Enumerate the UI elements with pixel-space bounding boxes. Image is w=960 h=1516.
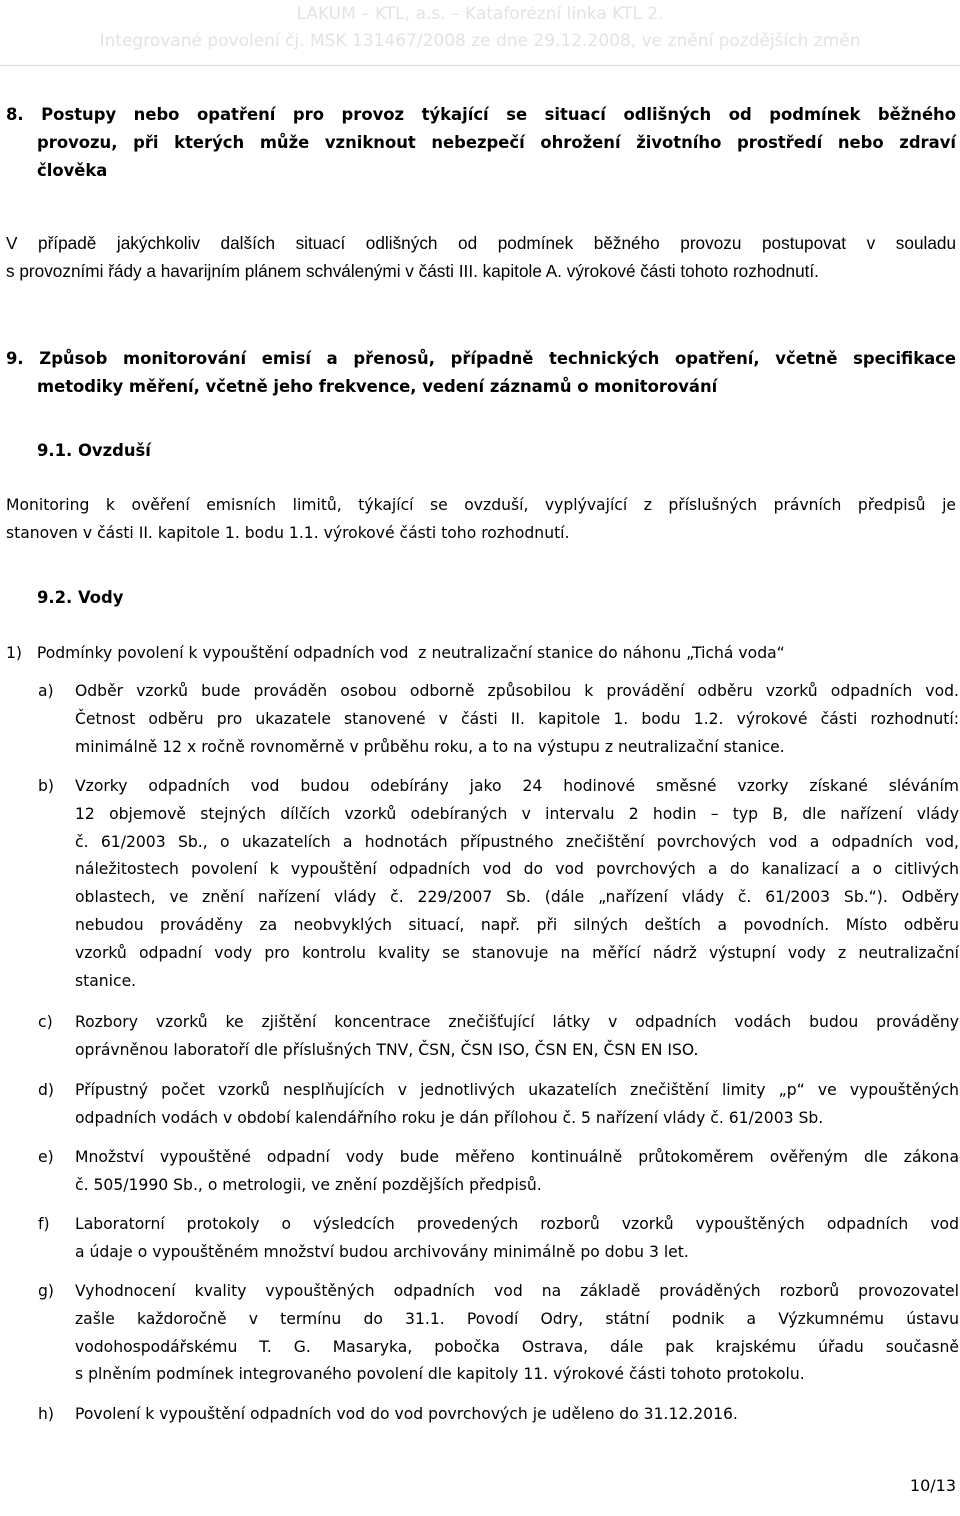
header-divider (0, 65, 960, 66)
page-number: 10/13 (909, 1476, 956, 1495)
list-item-label: h) (38, 1405, 54, 1423)
list-item-label: a) (38, 682, 54, 700)
document-header-title: LAKUM – KTL, a.s. – Kataforézní linka KTL 2. (296, 4, 664, 24)
list-item-label: d) (38, 1081, 54, 1099)
document-header-permit: Integrované povolení čj. MSK 131467/2008 ze dne 29.12.2008, ve znění pozdějších změn (99, 31, 861, 51)
section-9-1-title: 9.1. Ovzduší (37, 441, 151, 460)
list-item-label: b) (38, 777, 54, 795)
list-item-label: c) (38, 1013, 53, 1031)
section-9-2-title: 9.2. Vody (37, 588, 124, 607)
section-8-heading: 8. Postupy nebo opatření pro provoz týkající se situací odlišných od podmínek běžného provozu, při kterých může vzniknout nebezpečí ohrožení životního prostředí nebo zdraví člověka (6, 105, 956, 180)
section-9-1-body: Monitoring k ověření emisních limitů, týkající se ovzduší, vyplývající z příslušných právních předpisů je stanoven v části II. kapitole 1. bodu 1.1. výrokové části toho rozhodnutí. (6, 496, 956, 542)
section-9-heading: 9. Způsob monitorování emisí a přenosů, případně technických opatření, včetně specifikace metodiky měření, včetně jeho frekvence, vedení záznamů o monitorování (6, 349, 956, 396)
list-item-label: f) (38, 1215, 50, 1233)
water-discharge-conditions-item: 1) Podmínky povolení k vypouštění odpadních vod z neutralizační stanice do náhonu „Tichá voda“ (6, 644, 785, 662)
section-8-body: V případě jakýchkoliv dalších situací odlišných od podmínek běžného provozu postupovat v souladu s provozními řády a havarijním plánem schválenými v části III. kapitole A. výrokové části tohoto rozhodnutí. (6, 233, 956, 281)
list-item-label: e) (38, 1148, 54, 1166)
list-item-label: g) (38, 1282, 54, 1300)
